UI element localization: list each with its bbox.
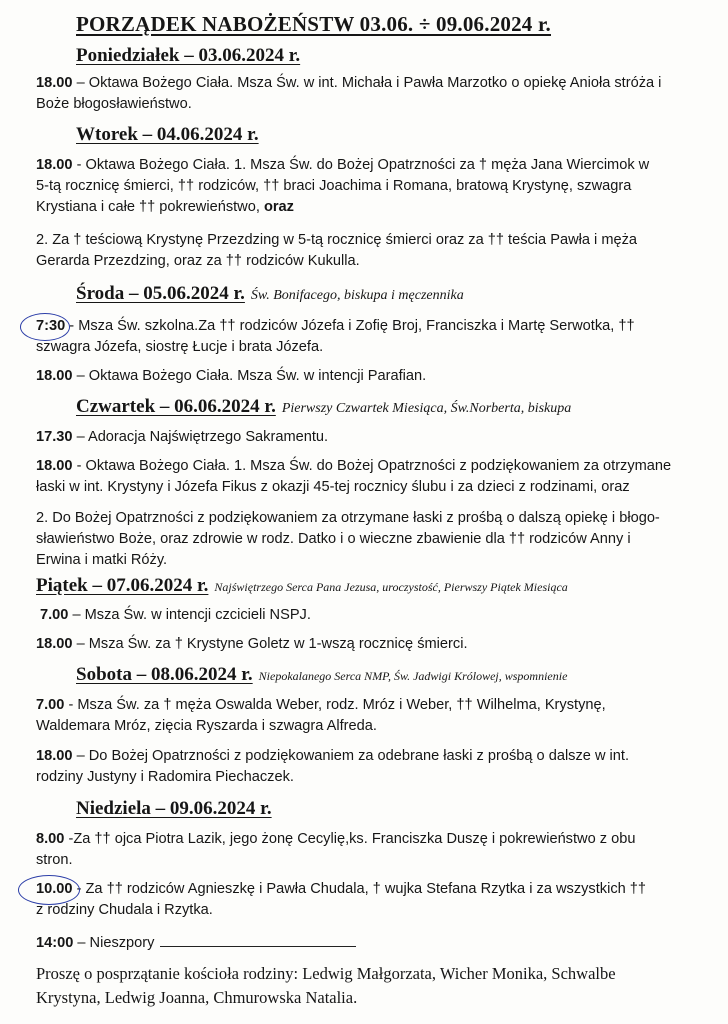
entry-text: - Oktawa Bożego Ciała. 1. Msza Św. do Bożej Opatrzności za † męża Jana Wiercimok w [76,157,650,173]
day-name: Środa – 05.06.2024 r. [76,283,245,304]
day-note: Pierwszy Czwartek Miesiąca, Św.Norberta, biskupa [281,401,572,416]
entry-text: – Do Bożej Opatrzności z podziękowaniem za odebrane łaski z prośbą o dalsze w int. [76,748,630,764]
cleaning-notice [36,962,716,1010]
entry-time: 7.00 [36,697,65,713]
day-heading-friday [36,575,568,597]
entry-time: 14:00 [36,935,74,951]
entry-friday-0700 [40,605,700,626]
entry-text: – Oktawa Bożego Ciała. Msza Św. w int. Michała i Pawła Marzotko o opiekę Anioła stróża i [76,75,662,91]
day-name: Piątek – 07.06.2024 r. [36,575,209,596]
entry-sunday-1400 [36,932,696,954]
entry-time: 18.00 [36,458,73,474]
entry-suffix: oraz [263,199,294,215]
entry-text: - Msza Św. szkolna.Za †† rodziców Józefa i Zofię Broj, Franciszka i Martę Serwotka, †† [69,318,635,334]
entry-text: 2. Za † teściową Krystynę Przezdzing w 5-tą rocznicę śmierci oraz za †† teścia Pawła i męża [36,232,638,248]
entry-text: z rodziny Chudala i Rzytka. [36,902,213,918]
entry-time: 7.00 [40,607,69,623]
entry-time: 18.00 [36,157,73,173]
entry-friday-1800 [36,634,696,655]
entry-time: 17.30 [36,429,73,445]
entry-sunday-0800 [36,829,696,871]
entry-text: - Oktawa Bożego Ciała. 1. Msza Św. do Bożej Opatrzności z podziękowaniem za otrzymane [76,458,672,474]
closing-text: Proszę o posprzątanie kościoła rodziny: Ledwig Małgorzata, Wicher Monika, Schwalbe [36,964,616,983]
day-name: Niedziela – 09.06.2024 r. [76,798,272,819]
entry-tuesday-1800 [36,155,696,218]
entry-text: rodziny Justyny i Radomira Piechaczek. [36,769,294,785]
entry-thursday-1730 [36,427,696,448]
day-name: Poniedziałek – 03.06.2024 r. [76,45,301,66]
entry-time: 8.00 [36,831,65,847]
closing-text: Krystyna, Ledwig Joanna, Chmurowska Natalia. [36,988,358,1007]
page-title: PORZĄDEK NABOŻEŃSTW 03.06. ÷ 09.06.2024 r. [76,12,551,36]
entry-time: 18.00 [36,748,73,764]
entry-thursday-2 [36,508,696,571]
entry-wednesday-1800 [36,366,696,387]
entry-sunday-1000 [36,879,696,921]
entry-text: stron. [36,852,73,868]
entry-tuesday-2 [36,230,696,272]
day-note: Niepokalanego Serca NMP, Św. Jadwigi Królowej, wspomnienie [258,669,568,683]
day-heading-wednesday [76,283,464,305]
entry-time: 7:30 [36,318,66,334]
entry-text: – Msza Św. w intencji czcicieli NSPJ. [72,607,311,623]
day-heading-sunday [76,798,272,820]
entry-text: Boże błogosławieństwo. [36,96,192,112]
entry-thursday-1800 [36,456,696,498]
day-heading-monday [76,45,300,67]
entry-text: Gerarda Przezdzing, oraz za †† rodziców Kukulla. [36,253,360,269]
entry-time: 18.00 [36,636,73,652]
blank-fill-line [160,932,356,947]
entry-saturday-1800 [36,746,696,788]
entry-text: – Nieszpory [77,935,155,951]
entry-text: 2. Do Bożej Opatrzności z podziękowaniem za otrzymane łaski z prośbą o dalszą opiekę i błogo- [36,510,660,526]
entry-text: – Adoracja Najświętrzego Sakramentu. [76,429,329,445]
day-name: Sobota – 08.06.2024 r. [76,664,253,685]
day-heading-saturday [76,664,567,686]
entry-text: 5-tą rocznicę śmierci, †† rodziców, †† braci Joachima i Romana, bratową Krystynę, szwagra [36,178,632,194]
day-name: Czwartek – 06.06.2024 r. [76,396,276,417]
entry-text: Waldemara Mróz, zięcia Ryszarda i szwagra Alfreda. [36,718,377,734]
entry-time: 18.00 [36,368,73,384]
entry-text: -Za †† ojca Piotra Lazik, jego żonę Cecylię,ks. Franciszka Duszę i pokrewieństwo z obu [68,831,636,847]
entry-text: Erwina i matki Róży. [36,552,168,568]
entry-text: łaski w int. Krystyny i Józefa Fikus z okazji 45-tej rocznicy ślubu i za dzieci z rodzinami, oraz [36,479,630,495]
entry-text: sławieństwo Boże, oraz zdrowie w rodz. Datko i o wieczne zbawienie dla †† rodziców Anny i [36,531,631,547]
entry-text: - Msza Św. za † męża Oswalda Weber, rodz. Mróz i Weber, †† Wilhelma, Krystynę, [68,697,606,713]
entry-text: – Msza Św. za † Krystyne Goletz w 1-wszą rocznicę śmierci. [76,636,468,652]
day-heading-thursday [76,396,571,418]
entry-time: 18.00 [36,75,73,91]
day-name: Wtorek – 04.06.2024 r. [76,124,259,145]
entry-text: - Za †† rodziców Agnieszkę i Pawła Chudala, † wujka Stefana Rzytka i za wszystkich †† [76,881,647,897]
entry-time: 10.00 [36,881,73,897]
entry-text: – Oktawa Bożego Ciała. Msza Św. w intencji Parafian. [76,368,427,384]
day-note: Najświętrzego Serca Pana Jezusa, uroczystość, Pierwszy Piątek Miesiąca [214,580,568,594]
entry-monday-1800 [36,73,696,115]
day-heading-tuesday [76,124,259,146]
day-note: Św. Bonifacego, biskupa i męczennika [250,288,464,303]
entry-text: Krystiana i całe †† pokrewieństwo, [36,199,260,215]
entry-text: szwagra Józefa, siostrę Łucje i brata Józefa. [36,339,324,355]
entry-saturday-0700 [36,695,696,737]
entry-wednesday-0730 [36,316,696,358]
